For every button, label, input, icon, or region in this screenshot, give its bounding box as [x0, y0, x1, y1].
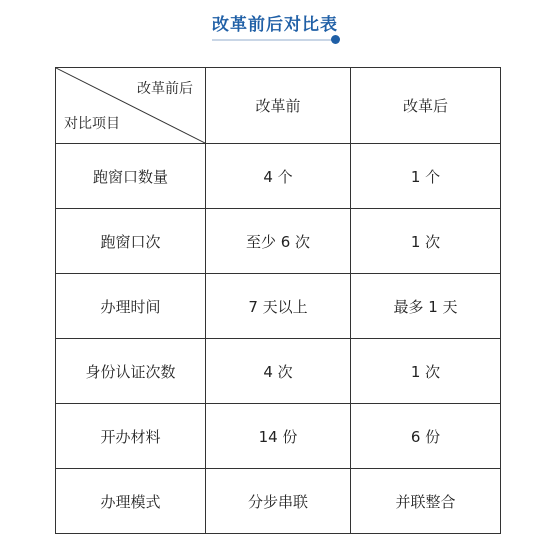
row-before-value: 14 份	[206, 404, 351, 469]
table-row	[56, 339, 501, 404]
table-row	[56, 469, 501, 534]
row-before-value: 4 次	[206, 339, 351, 404]
corner-label-top: 改革前后	[137, 81, 193, 97]
row-item: 跑窗口数量	[56, 144, 206, 209]
row-after-value: 1 次	[351, 339, 501, 404]
column-header-after: 改革后	[351, 68, 501, 144]
row-before-value: 分步串联	[206, 469, 351, 534]
row-before-value: 7 天以上	[206, 274, 351, 339]
table-row	[56, 274, 501, 339]
table-row	[56, 144, 501, 209]
corner-header-cell	[56, 68, 206, 144]
column-header-before: 改革前	[206, 68, 351, 144]
row-item: 身份认证次数	[56, 339, 206, 404]
comparison-table	[55, 67, 501, 534]
table-row	[56, 209, 501, 274]
row-after-value: 最多 1 天	[351, 274, 501, 339]
page-title: 改革前后对比表	[212, 15, 338, 35]
row-before-value: 至少 6 次	[206, 209, 351, 274]
row-item: 办理时间	[56, 274, 206, 339]
row-item: 跑窗口次	[56, 209, 206, 274]
row-item: 办理模式	[56, 469, 206, 534]
row-after-value: 6 份	[351, 404, 501, 469]
corner-label-bottom: 对比项目	[64, 116, 120, 132]
row-after-value: 1 个	[351, 144, 501, 209]
title-block	[0, 0, 550, 56]
title-dot-marker	[331, 35, 340, 44]
table-header-row	[56, 68, 501, 144]
row-before-value: 4 个	[206, 144, 351, 209]
row-after-value: 并联整合	[351, 469, 501, 534]
title-underline	[212, 39, 336, 41]
table-row	[56, 404, 501, 469]
row-item: 开办材料	[56, 404, 206, 469]
row-after-value: 1 次	[351, 209, 501, 274]
